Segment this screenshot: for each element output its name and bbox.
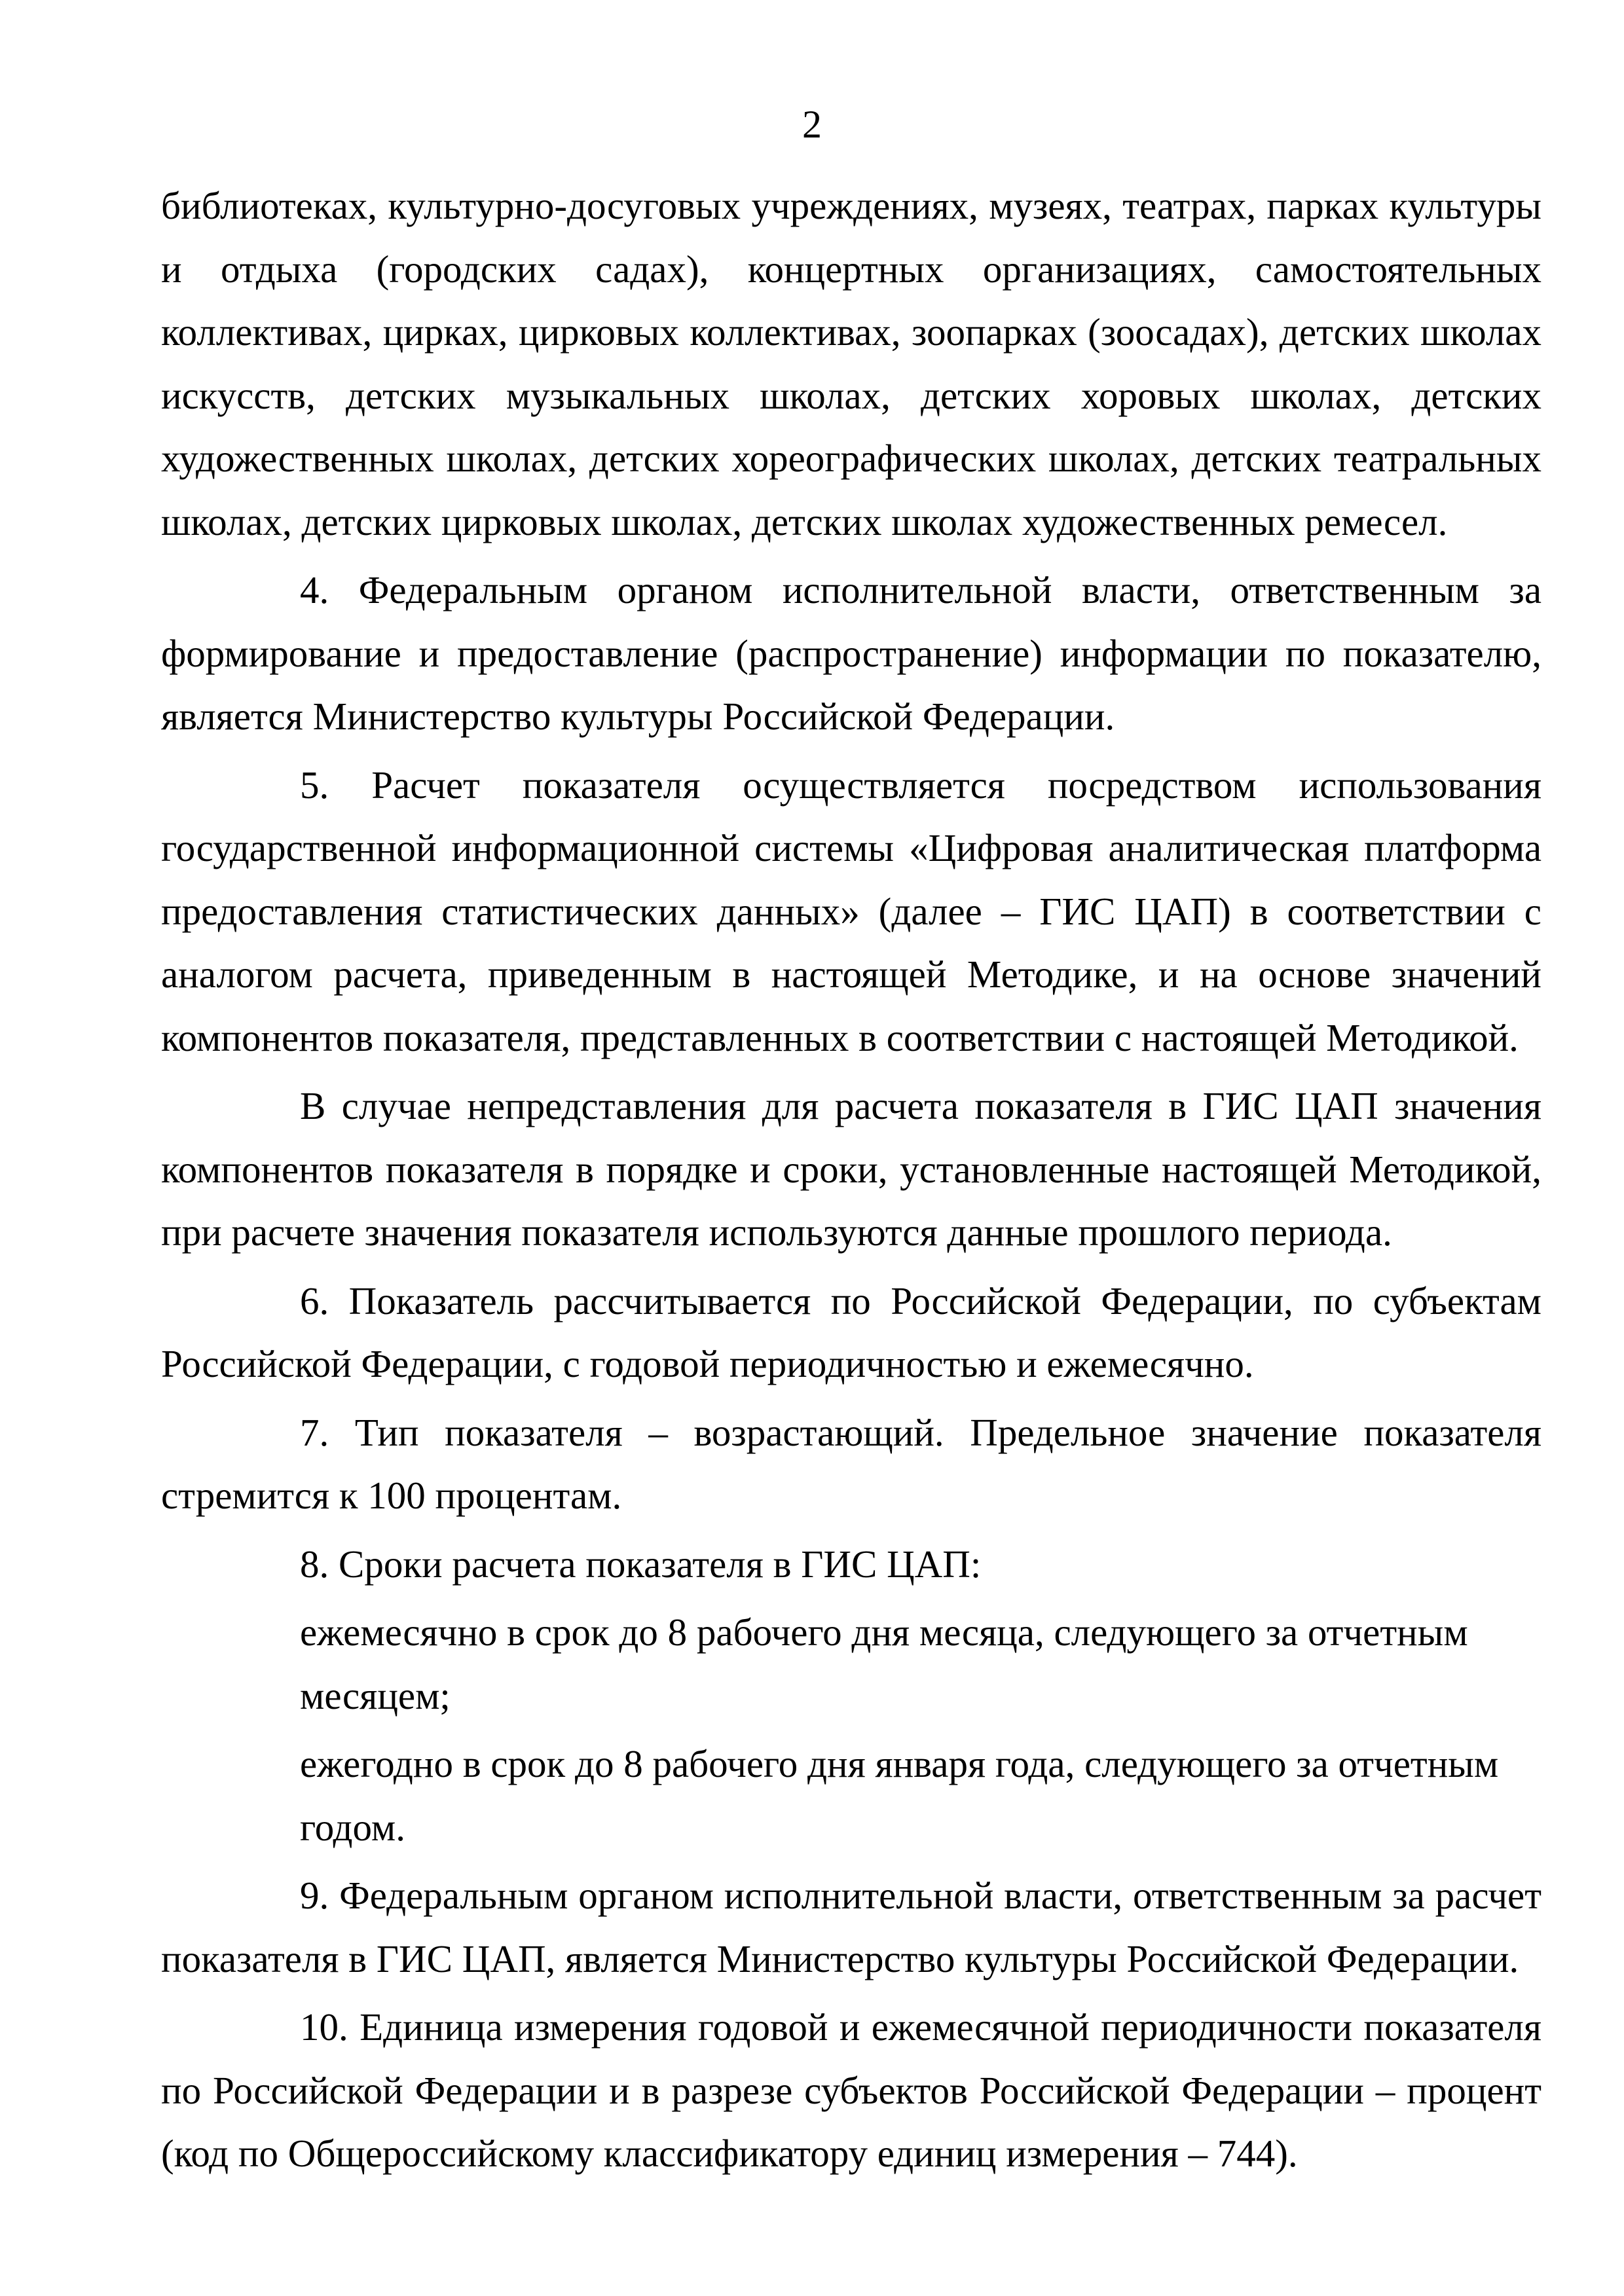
paragraph-5-calculation: 5. Расчет показателя осуществляется посредством использования государственной информационной системы «Цифровая аналитическая платформа предоставления статистических данных» (далее – ГИС ЦАП) в соответствии с аналогом расчета, приведенным в настоящей Методике, и на основе значений компонентов показателя, представленных в соответствии с настоящей Методикой. bbox=[161, 763, 1541, 1059]
paragraph-4-responsible-authority: 4. Федеральным органом исполнительной власти, ответственным за формирование и предоставление (распространение) информации по показателю, является Министерство культуры Российской Федерации. bbox=[161, 568, 1541, 738]
paragraph-8-monthly: ежемесячно в срок до 8 рабочего дня месяца, следующего за отчетным месяцем; bbox=[300, 1611, 1468, 1717]
paragraph-7-indicator-type: 7. Тип показателя – возрастающий. Предельное значение показателя стремится к 100 процентам. bbox=[161, 1410, 1541, 1517]
paragraph-8-yearly: ежегодно в срок до 8 рабочего дня января года, следующего за отчетным годом. bbox=[300, 1742, 1499, 1849]
paragraph-institutions-list: библиотеках, культурно-досуговых учреждениях, музеях, театрах, парках культуры и отдыха (городских садах), концертных организациях, самостоятельных коллективах, цирках, цирковых коллективах, зоопарках (зоосадах), детских школах искусств, детских музыкальных школах, детских хоровых школах, детских художественных школах, детских хореографических школах, детских театральных школах, детских цирковых школах, детских школах художественных ремесел. bbox=[161, 184, 1541, 543]
page-number: 2 bbox=[802, 103, 822, 146]
paragraph-6-scope: 6. Показатель рассчитывается по Российской Федерации, по субъектам Российской Федерации, с годовой периодичностью и ежемесячно. bbox=[161, 1279, 1541, 1385]
document-body bbox=[161, 174, 1541, 2191]
paragraph-8-deadlines: 8. Сроки расчета показателя в ГИС ЦАП: bbox=[300, 1542, 982, 1586]
paragraph-9-calculating-authority: 9. Федеральным органом исполнительной власти, ответственным за расчет показателя в ГИС ЦАП, является Министерство культуры Российской Федерации. bbox=[161, 1874, 1541, 1980]
paragraph-5-missing-data: В случае непредставления для расчета показателя в ГИС ЦАП значения компонентов показателя в порядке и сроки, установленные настоящей Методикой, при расчете значения показателя используются данные прошлого периода. bbox=[161, 1084, 1541, 1254]
paragraph-10-unit: 10. Единица измерения годовой и ежемесячной периодичности показателя по Российской Федерации и в разрезе субъектов Российской Федерации – процент (код по Общероссийскому классификатору единиц измерения – 744). bbox=[161, 2005, 1541, 2175]
